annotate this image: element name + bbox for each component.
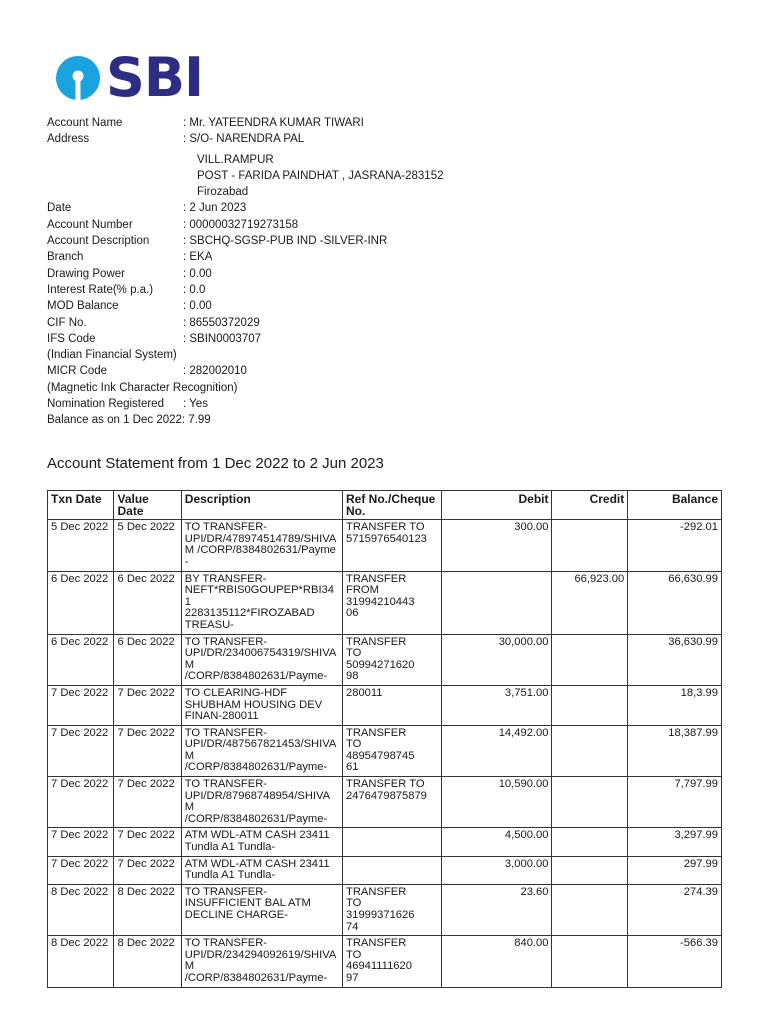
detail-row: [47, 266, 443, 282]
detail-label: MOD Balance: [47, 300, 119, 313]
ref-cell: TRANSFER TO 50994271620 98: [343, 634, 442, 685]
balance-cell: 66,630.99: [628, 571, 722, 634]
detail-row: [47, 412, 443, 428]
credit-cell: [552, 725, 628, 776]
ref-cell: [343, 856, 442, 884]
balance-cell: 274.39: [628, 884, 722, 935]
balance-cell: 7,797.99: [628, 777, 722, 828]
table-row: [48, 884, 722, 935]
txn-date-cell: 8 Dec 2022: [48, 884, 114, 935]
detail-label: CIF No.: [47, 316, 87, 329]
txn-date-cell: 8 Dec 2022: [48, 936, 114, 987]
sbi-logo-text: SBI: [106, 46, 204, 109]
credit-cell: [552, 856, 628, 884]
value-date-cell: 8 Dec 2022: [114, 884, 181, 935]
detail-label: Balance as on 1 Dec 2022: [47, 414, 182, 427]
table-row: [48, 725, 722, 776]
description-cell: TO TRANSFER- INSUFFICIENT BAL ATM DECLINE CHARGE-: [181, 884, 342, 935]
debit-cell: 840.00: [442, 936, 552, 987]
ref-cell: TRANSFER TO 46941111620 97: [343, 936, 442, 987]
transactions-body: [48, 520, 722, 987]
credit-cell: [552, 884, 628, 935]
detail-value: : 0.0: [183, 283, 206, 296]
balance-cell: -292.01: [628, 520, 722, 571]
column-header-debit: Debit: [442, 491, 552, 520]
ref-cell: TRANSFER TO 5715976540123: [343, 520, 442, 571]
ref-cell: TRANSFER FROM 31994210443 06: [343, 571, 442, 634]
value-date-cell: 7 Dec 2022: [114, 856, 181, 884]
description-cell: TO TRANSFER- UPI/DR/234006754319/SHIVA M /CORP/8384802631/Payme-: [181, 634, 342, 685]
txn-date-cell: 5 Dec 2022: [48, 520, 114, 571]
balance-cell: 297.99: [628, 856, 722, 884]
table-row: [48, 828, 722, 856]
credit-cell: 66,923.00: [552, 571, 628, 634]
table-row: [48, 571, 722, 634]
detail-value: : 7.99: [181, 414, 211, 427]
debit-cell: 4,500.00: [442, 828, 552, 856]
credit-cell: [552, 520, 628, 571]
value-date-cell: 7 Dec 2022: [114, 777, 181, 828]
detail-row: [47, 331, 443, 347]
balance-cell: 36,630.99: [628, 634, 722, 685]
detail-label: (Indian Financial System): [47, 349, 177, 362]
table-row: [48, 856, 722, 884]
detail-label: Date: [47, 202, 72, 215]
txn-date-cell: 7 Dec 2022: [48, 828, 114, 856]
detail-row: [47, 380, 443, 396]
description-cell: BY TRANSFER- NEFT*RBIS0GOUPEP*RBI341 2283135112*FIROZABAD TREASU-: [181, 571, 342, 634]
ref-cell: TRANSFER TO 2476479875879: [343, 777, 442, 828]
column-header-txn-date: Txn Date: [48, 491, 114, 520]
detail-value: : 2 Jun 2023: [183, 202, 247, 215]
value-date-cell: 8 Dec 2022: [114, 936, 181, 987]
txn-date-cell: 7 Dec 2022: [48, 725, 114, 776]
address-value: : S/O- NARENDRA PAL: [183, 133, 305, 146]
debit-cell: [442, 571, 552, 634]
description-cell: ATM WDL-ATM CASH 23411 Tundla A1 Tundla-: [181, 856, 342, 884]
detail-value: : 282002010: [183, 365, 247, 378]
txn-date-cell: 6 Dec 2022: [48, 634, 114, 685]
detail-label: MICR Code: [47, 365, 108, 378]
detail-label: Account Number: [47, 218, 133, 231]
value-date-cell: 6 Dec 2022: [114, 571, 181, 634]
debit-cell: 23.60: [442, 884, 552, 935]
account-name-label: Account Name: [47, 117, 123, 129]
account-details: [47, 115, 443, 429]
detail-value: : Yes: [183, 398, 208, 411]
detail-value: : EKA: [183, 251, 213, 264]
detail-label: Drawing Power: [47, 267, 125, 280]
txn-date-cell: 7 Dec 2022: [48, 856, 114, 884]
detail-label: IFS Code: [47, 332, 96, 345]
balance-cell: 18,3.99: [628, 685, 722, 725]
detail-row: [47, 298, 443, 314]
detail-row: [47, 396, 443, 412]
column-header-ref: Ref No./Cheque No.: [343, 491, 442, 520]
debit-cell: 10,590.00: [442, 777, 552, 828]
debit-cell: 3,751.00: [442, 685, 552, 725]
credit-cell: [552, 936, 628, 987]
detail-label: Branch: [47, 251, 84, 264]
table-row: [48, 634, 722, 685]
ref-cell: TRANSFER TO 48954798745 61: [343, 725, 442, 776]
column-header-description: Description: [181, 491, 342, 520]
description-cell: TO CLEARING-HDF SHUBHAM HOUSING DEV FINAN-280011: [181, 685, 342, 725]
detail-row: [47, 200, 443, 216]
debit-cell: 14,492.00: [442, 725, 552, 776]
value-date-cell: 7 Dec 2022: [114, 828, 181, 856]
detail-label: Nomination Registered: [47, 398, 164, 411]
table-header-row: [48, 491, 722, 520]
debit-cell: 30,000.00: [442, 634, 552, 685]
statement-title: Account Statement from 1 Dec 2022 to 2 Jun 2023: [47, 455, 384, 472]
address-line: VILL.RAMPUR: [197, 153, 274, 166]
description-cell: ATM WDL-ATM CASH 23411 Tundla A1 Tundla-: [181, 828, 342, 856]
description-cell: TO TRANSFER- UPI/DR/87968748954/SHIVA M /CORP/8384802631/Payme-: [181, 777, 342, 828]
value-date-cell: 7 Dec 2022: [114, 685, 181, 725]
ref-cell: [343, 828, 442, 856]
detail-row: [47, 363, 443, 379]
detail-value: : 0.00: [183, 300, 212, 313]
sbi-keyhole-icon: [54, 54, 102, 102]
debit-cell: 3,000.00: [442, 856, 552, 884]
address-line: Firozabad: [197, 186, 249, 199]
detail-value: : 0.00: [183, 267, 212, 280]
credit-cell: [552, 828, 628, 856]
transactions-table: [47, 490, 722, 988]
credit-cell: [552, 685, 628, 725]
detail-row: [47, 249, 443, 265]
value-date-cell: 6 Dec 2022: [114, 634, 181, 685]
ref-cell: 280011: [343, 685, 442, 725]
balance-cell: 3,297.99: [628, 828, 722, 856]
detail-label: (Magnetic Ink Character Recognition): [47, 381, 238, 394]
credit-cell: [552, 777, 628, 828]
debit-cell: 300.00: [442, 520, 552, 571]
address-line: POST - FARIDA PAINDHAT , JASRANA-283152: [197, 169, 444, 182]
value-date-cell: 7 Dec 2022: [114, 725, 181, 776]
ref-cell: TRANSFER TO 31999371626 74: [343, 884, 442, 935]
detail-value: : 86550372029: [183, 316, 260, 329]
detail-label: Interest Rate(% p.a.): [47, 283, 154, 296]
table-row: [48, 777, 722, 828]
table-row: [48, 685, 722, 725]
address-label: Address: [47, 133, 90, 146]
detail-value: : 00000032719273158: [183, 218, 299, 231]
column-header-credit: Credit: [552, 491, 628, 520]
sbi-logo: [54, 46, 204, 109]
balance-cell: -566.39: [628, 936, 722, 987]
detail-row: [47, 315, 443, 331]
detail-value: : SBIN0003707: [183, 332, 262, 345]
account-name-value: : Mr. YATEENDRA KUMAR TIWARI: [183, 117, 364, 129]
description-cell: TO TRANSFER- UPI/DR/487567821453/SHIVA M /CORP/8384802631/Payme-: [181, 725, 342, 776]
account-name-row: [47, 115, 443, 131]
detail-row: [47, 282, 443, 298]
value-date-cell: 5 Dec 2022: [114, 520, 181, 571]
txn-date-cell: 6 Dec 2022: [48, 571, 114, 634]
column-header-balance: Balance: [628, 491, 722, 520]
txn-date-cell: 7 Dec 2022: [48, 685, 114, 725]
detail-row: [47, 347, 443, 363]
detail-label: Account Description: [47, 235, 150, 248]
detail-value: : SBCHQ-SGSP-PUB IND -SILVER-INR: [183, 235, 388, 248]
balance-cell: 18,387.99: [628, 725, 722, 776]
description-cell: TO TRANSFER- UPI/DR/234294092619/SHIVA M /CORP/8384802631/Payme-: [181, 936, 342, 987]
description-cell: TO TRANSFER- UPI/DR/478974514789/SHIVA M /CORP/8384802631/Payme-: [181, 520, 342, 571]
detail-row: [47, 217, 443, 233]
txn-date-cell: 7 Dec 2022: [48, 777, 114, 828]
credit-cell: [552, 634, 628, 685]
table-row: [48, 936, 722, 987]
table-row: [48, 520, 722, 571]
detail-row: [47, 233, 443, 249]
column-header-value-date: Value Date: [114, 491, 181, 520]
address-row: [47, 131, 443, 147]
